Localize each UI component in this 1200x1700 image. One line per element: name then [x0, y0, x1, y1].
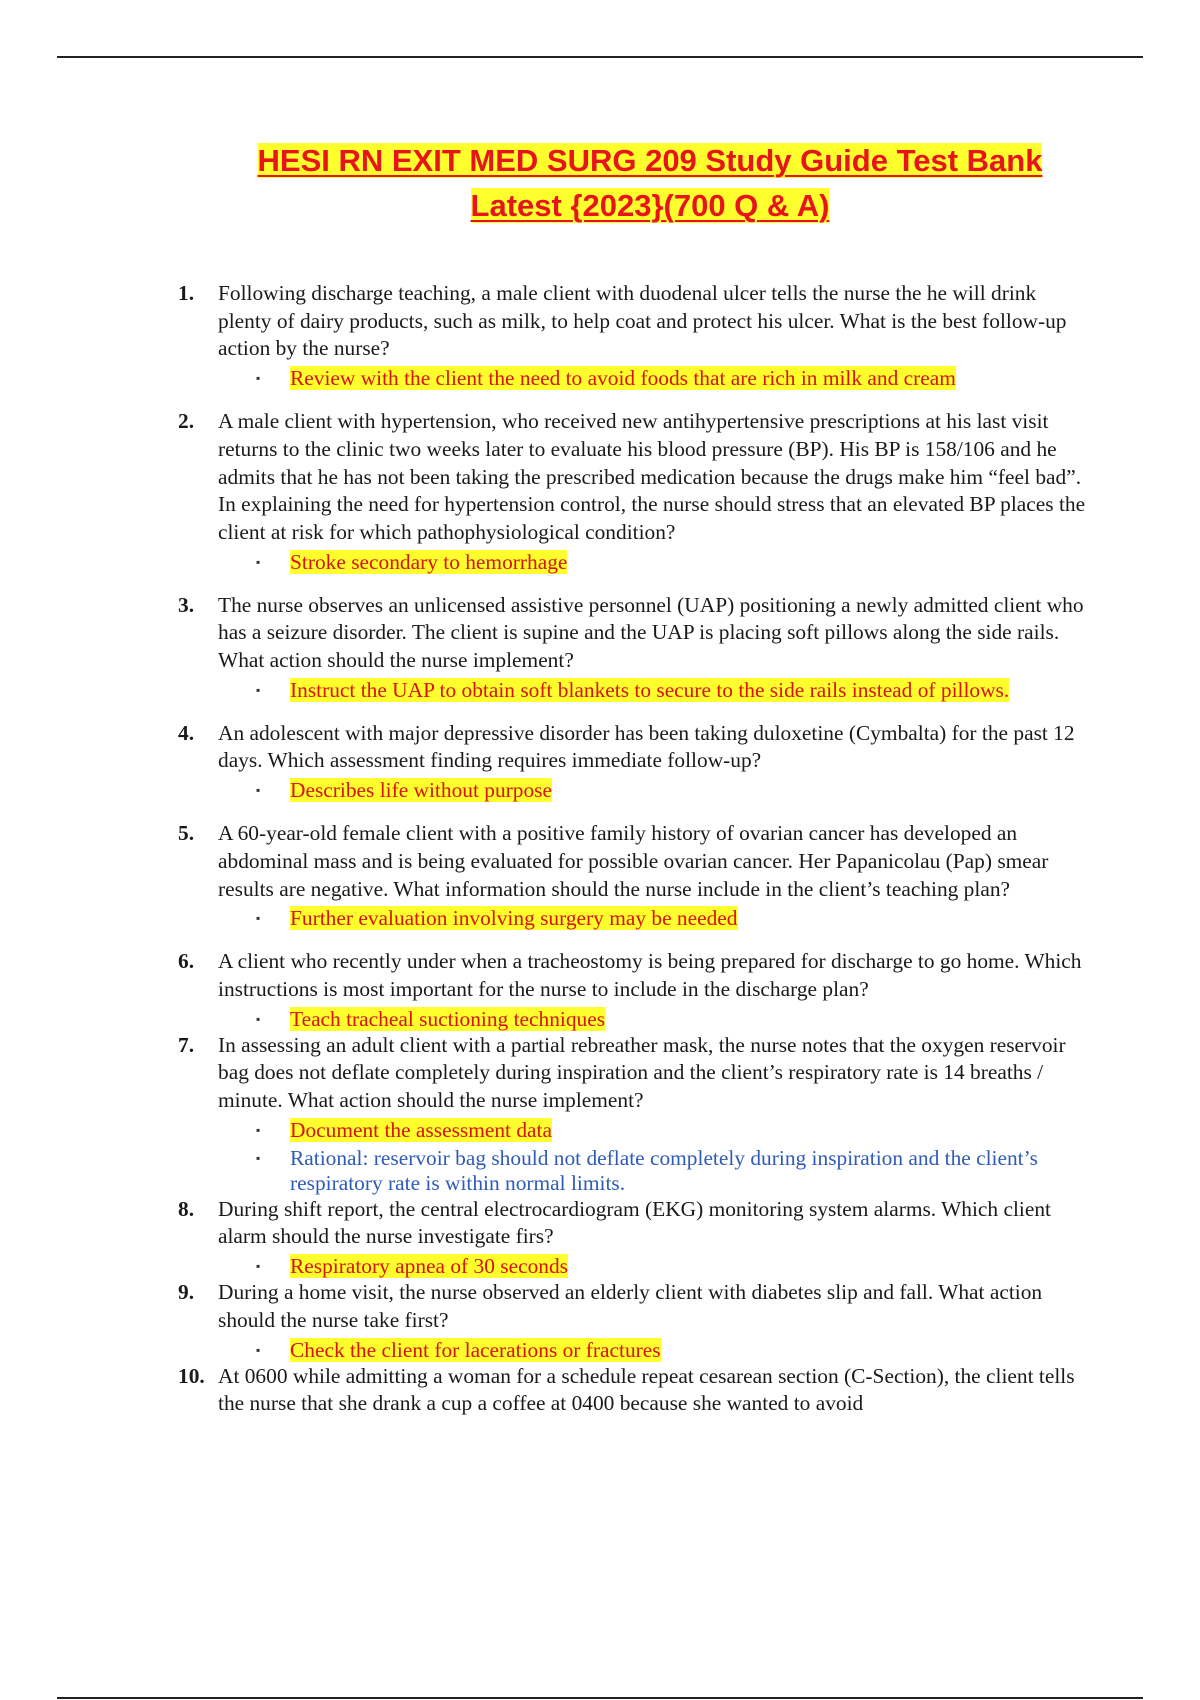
question-item — [178, 1279, 1090, 1362]
answer-text: Review with the client the need to avoid foods that are rich in milk and cream — [290, 366, 956, 391]
answer-text: Instruct the UAP to obtain soft blankets to secure to the side rails instead of pillows. — [290, 677, 1010, 702]
answer-item — [218, 1254, 1090, 1279]
answer-item — [218, 906, 1090, 931]
answer-list — [218, 1338, 1090, 1363]
question-number: 3. — [178, 592, 195, 617]
question-item — [178, 820, 1090, 931]
question-number: 9. — [178, 1280, 195, 1305]
title-line-1: HESI RN EXIT MED SURG 209 Study Guide Test Bank — [257, 143, 1043, 178]
title-line-2: Latest {2023}(700 Q & A) — [470, 188, 830, 223]
question-number: 1. — [178, 281, 195, 305]
question-item — [178, 280, 1090, 391]
question-number: 6. — [178, 949, 195, 974]
bullet-icon: ▪ — [256, 1342, 261, 1357]
answer-item — [218, 550, 1090, 575]
rationale-text: Rational: reservoir bag should not deflate completely during inspiration and the client’s respiratory rate is within normal limits. — [290, 1145, 1038, 1195]
question-text: The nurse observes an unlicensed assistive personnel (UAP) positioning a newly admitted client who has a seizure disorder. The client is supine and the UAP is placing soft pillows along the side rails. What action should the nurse implement? — [218, 592, 1084, 673]
question-number: 5. — [178, 821, 195, 846]
top-rule — [57, 56, 1143, 58]
question-text: An adolescent with major depressive disorder has been taking duloxetine (Cymbalta) for the past 12 days. Which assessment finding requires immediate follow-up? — [218, 720, 1075, 773]
document-title — [180, 138, 1120, 228]
question-item — [178, 1196, 1090, 1279]
answer-list — [218, 366, 1090, 391]
question-text: During shift report, the central electrocardiogram (EKG) monitoring system alarms. Which client alarm should the nurse investigate firs? — [218, 1196, 1051, 1249]
answer-item — [218, 1118, 1090, 1143]
question-item — [178, 1032, 1090, 1196]
answer-item — [218, 1338, 1090, 1363]
bullet-icon: ▪ — [256, 1122, 261, 1137]
question-number: 2. — [178, 409, 195, 434]
bullet-icon: ▪ — [256, 783, 261, 798]
answer-list — [218, 1007, 1090, 1032]
question-text: At 0600 while admitting a woman for a schedule repeat cesarean section (C-Section), the client tells the nurse that she drank a cup a coffee at 0400 because she wanted to avoid — [218, 1363, 1075, 1416]
answer-list — [218, 906, 1090, 931]
answer-list — [218, 550, 1090, 575]
bottom-rule — [57, 1697, 1143, 1699]
question-item — [178, 948, 1090, 1031]
answer-list — [218, 678, 1090, 703]
question-text: A male client with hypertension, who received new antihypertensive prescriptions at his last visit returns to the clinic two weeks later to evaluate his blood pressure (BP). His BP is 158/106 and he admits that he has not been taking the prescribed medication because the drugs make him “feel bad”. In explaining the need for hypertension control, the nurse should stress that an elevated BP places the client at risk for which pathophysiological condition? — [218, 409, 1086, 544]
bullet-icon: ▪ — [256, 911, 261, 926]
answer-item — [218, 678, 1090, 703]
question-number: 10. — [178, 1363, 205, 1388]
answer-item — [218, 366, 1090, 391]
bullet-icon: ▪ — [256, 371, 261, 386]
answer-text: Check the client for lacerations or fractures — [290, 1337, 661, 1362]
answer-text: Document the assessment data — [290, 1117, 552, 1142]
question-item — [178, 408, 1090, 575]
answer-list — [218, 1118, 1090, 1196]
answer-text: Describes life without purpose — [290, 778, 552, 803]
bullet-icon: ▪ — [256, 682, 261, 697]
question-number: 8. — [178, 1196, 195, 1221]
question-item — [178, 1363, 1090, 1418]
answer-text: Stroke secondary to hemorrhage — [290, 549, 568, 574]
answer-text: Further evaluation involving surgery may be needed — [290, 906, 738, 931]
answer-list — [218, 1254, 1090, 1279]
question-text: During a home visit, the nurse observed an elderly client with diabetes slip and fall. What action should the nurse take first? — [218, 1280, 1043, 1332]
answer-item — [218, 778, 1090, 803]
question-item — [178, 592, 1090, 703]
question-text: In assessing an adult client with a partial rebreather mask, the nurse notes that the oxygen reservoir bag does not deflate completely during inspiration and the client’s respiratory rate is 14 breaths / minute. What action should the nurse implement? — [218, 1032, 1066, 1113]
question-item — [178, 720, 1090, 803]
question-text: A client who recently under when a tracheostomy is being prepared for discharge to go home. Which instructions is most important for the nurse to include in the discharge plan? — [218, 949, 1082, 1001]
bullet-icon: ▪ — [256, 1011, 261, 1026]
bullet-icon: ▪ — [256, 1150, 261, 1165]
answer-item — [218, 1007, 1090, 1032]
answer-text: Respiratory apnea of 30 seconds — [290, 1254, 568, 1279]
answer-text: Teach tracheal suctioning techniques — [290, 1006, 606, 1031]
bullet-icon: ▪ — [256, 554, 261, 569]
question-number: 7. — [178, 1032, 195, 1057]
bullet-icon: ▪ — [256, 1259, 261, 1274]
question-list — [178, 280, 1090, 1418]
question-text: A 60-year-old female client with a positive family history of ovarian cancer has developed an abdominal mass and is being evaluated for possible ovarian cancer. Her Papanicolau (Pap) smear results are negative. What information should the nurse include in the client’s teaching plan? — [218, 821, 1049, 901]
question-text: Following discharge teaching, a male client with duodenal ulcer tells the nurse the he will drink plenty of dairy products, such as milk, to help coat and protect his ulcer. What is the best follow-up action by the nurse? — [218, 281, 1067, 361]
answer-list — [218, 778, 1090, 803]
rationale-item — [218, 1146, 1090, 1196]
question-number: 4. — [178, 720, 195, 745]
